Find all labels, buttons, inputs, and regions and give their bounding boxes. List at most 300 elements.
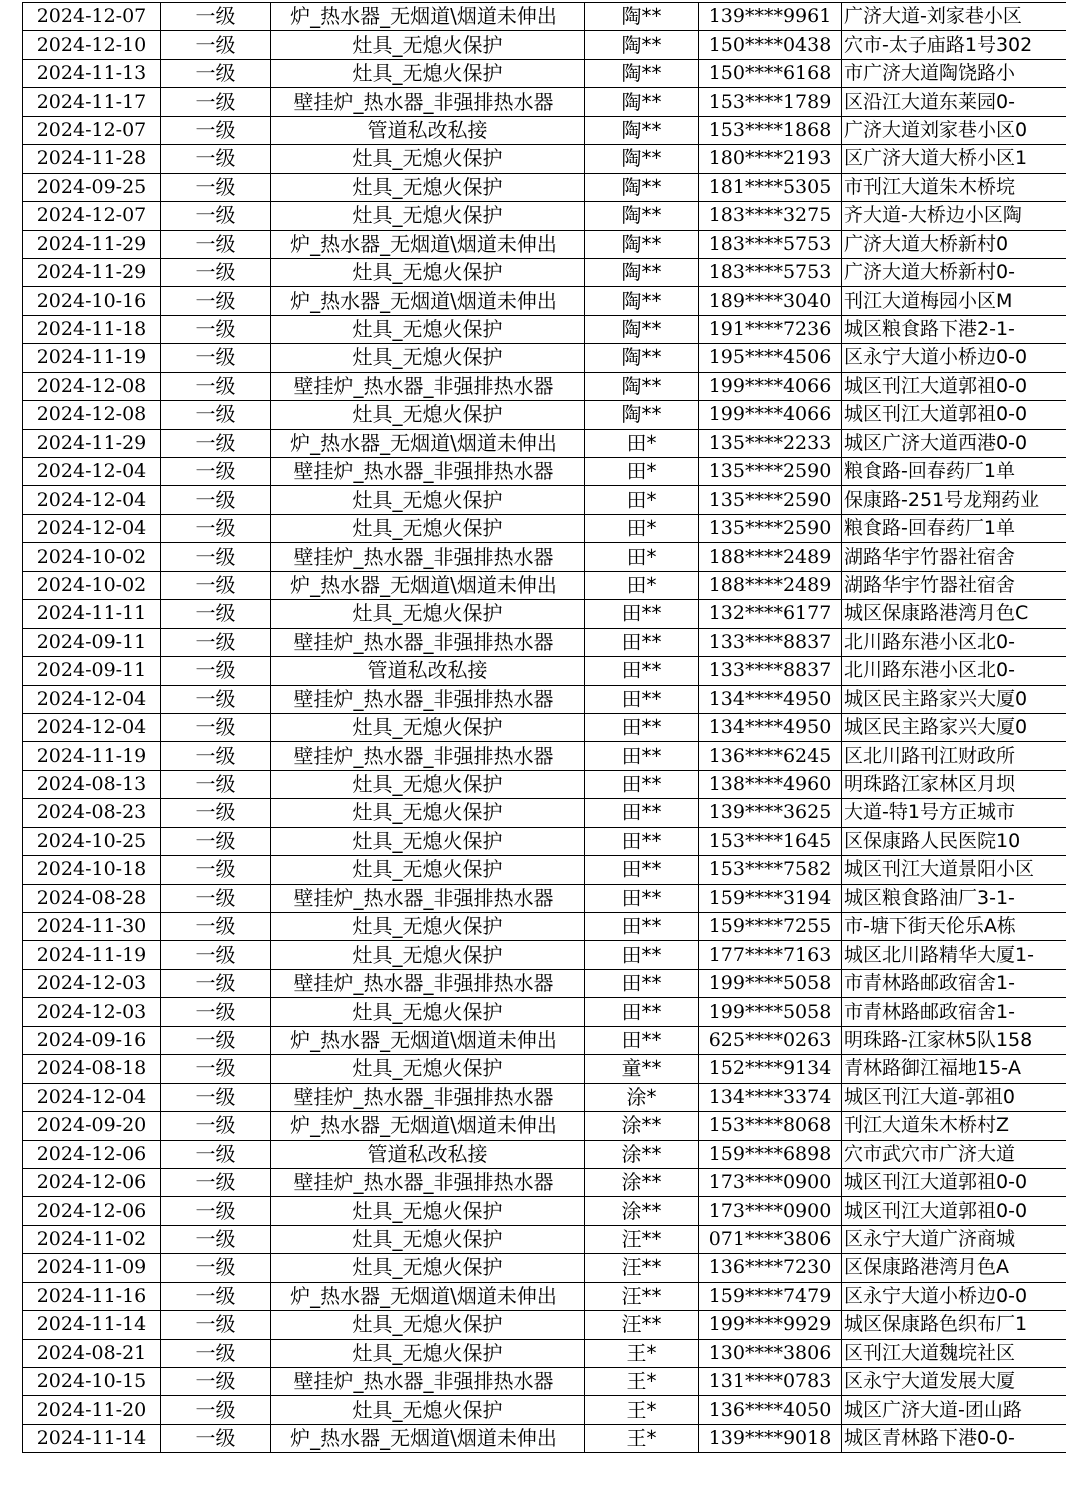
table-row (23, 571, 1067, 599)
hazard-type-text: 灶具_无熄火保护 (352, 174, 503, 199)
phone-cell: 134****4950 (699, 685, 842, 713)
name-cell: 陶** (585, 230, 699, 258)
name-cell: 汪** (585, 1254, 699, 1282)
level-cell: 一级 (161, 1055, 271, 1083)
name-cell: 汪** (585, 1282, 699, 1310)
hazard-type-cell (271, 116, 585, 144)
phone-cell: 159****6898 (699, 1140, 842, 1168)
hazard-type-cell (271, 59, 585, 87)
date-cell: 2024-11-30 (23, 913, 161, 941)
level-cell: 一级 (161, 799, 271, 827)
hazard-type-cell (271, 770, 585, 798)
name-cell: 田* (585, 543, 699, 571)
level-cell: 一级 (161, 713, 271, 741)
address-cell: 市青林路邮政宿舍1- (842, 969, 1067, 997)
name-cell: 陶** (585, 31, 699, 59)
hazard-type-cell (271, 969, 585, 997)
table-row (23, 1311, 1067, 1339)
address-cell: 粮食路-回春药厂1单 (842, 458, 1067, 486)
hazard-type-text: 灶具_无熄火保护 (352, 1255, 503, 1280)
name-cell: 陶** (585, 287, 699, 315)
date-cell: 2024-11-18 (23, 315, 161, 343)
date-cell: 2024-12-04 (23, 514, 161, 542)
phone-cell: 191****7236 (699, 315, 842, 343)
name-cell: 田** (585, 628, 699, 656)
hazard-type-cell (271, 1282, 585, 1310)
date-cell: 2024-09-20 (23, 1112, 161, 1140)
hazard-type-cell (271, 1197, 585, 1225)
level-cell: 一级 (161, 1424, 271, 1452)
level-cell: 一级 (161, 486, 271, 514)
hazard-type-cell (271, 1424, 585, 1452)
name-cell: 陶** (585, 88, 699, 116)
hazard-type-cell (271, 230, 585, 258)
name-cell: 田** (585, 969, 699, 997)
date-cell: 2024-11-16 (23, 1282, 161, 1310)
address-cell: 城区广济大道-团山路 (842, 1396, 1067, 1424)
hazard-type-cell (271, 202, 585, 230)
hazard-type-text: 炉_热水器_无烟道\烟道未伸出 (290, 1027, 557, 1052)
hazard-type-text: 管道私改私接 (367, 117, 488, 142)
phone-cell: 150****6168 (699, 59, 842, 87)
phone-cell: 134****3374 (699, 1083, 842, 1111)
table-row (23, 941, 1067, 969)
phone-cell: 177****7163 (699, 941, 842, 969)
hazard-type-text: 灶具_无熄火保护 (352, 828, 503, 853)
table-row (23, 458, 1067, 486)
address-cell: 城区青林路下港0-0- (842, 1424, 1067, 1452)
address-cell: 城区粮食路下港2-1- (842, 315, 1067, 343)
table-row (23, 657, 1067, 685)
hazard-type-cell (271, 1254, 585, 1282)
hazard-type-cell (271, 827, 585, 855)
hazard-type-text: 壁挂炉_热水器_非强排热水器 (293, 971, 554, 996)
name-cell: 田** (585, 742, 699, 770)
date-cell: 2024-11-14 (23, 1311, 161, 1339)
hazard-type-text: 壁挂炉_热水器_非强排热水器 (293, 686, 554, 711)
hazard-type-cell (271, 1339, 585, 1367)
date-cell: 2024-12-07 (23, 3, 161, 31)
phone-cell: 136****7230 (699, 1254, 842, 1282)
name-cell: 陶** (585, 258, 699, 286)
name-cell: 田** (585, 913, 699, 941)
hazard-type-text: 管道私改私接 (367, 658, 488, 683)
name-cell: 陶** (585, 202, 699, 230)
hazard-type-cell (271, 713, 585, 741)
hazard-type-text: 灶具_无熄火保护 (352, 942, 503, 967)
phone-cell: 139****9018 (699, 1424, 842, 1452)
level-cell: 一级 (161, 230, 271, 258)
hazard-type-text: 炉_热水器_无烟道\烟道未伸出 (290, 288, 557, 313)
address-cell: 北川路东港小区北0- (842, 628, 1067, 656)
name-cell: 涂** (585, 1197, 699, 1225)
phone-cell: 135****2590 (699, 486, 842, 514)
hazard-type-cell (271, 372, 585, 400)
hazard-type-cell (271, 856, 585, 884)
address-cell: 城区刊江大道-郭祖0 (842, 1083, 1067, 1111)
table-row (23, 1424, 1067, 1452)
hazard-type-cell (271, 1396, 585, 1424)
phone-cell: 131****0783 (699, 1368, 842, 1396)
hazard-type-text: 壁挂炉_热水器_非强排热水器 (293, 1084, 554, 1109)
table-row (23, 1282, 1067, 1310)
name-cell: 田** (585, 1026, 699, 1054)
hazard-type-cell (271, 1140, 585, 1168)
hazard-type-text: 灶具_无熄火保护 (352, 1340, 503, 1365)
address-cell: 广济大道刘家巷小区0 (842, 116, 1067, 144)
hazard-type-text: 壁挂炉_热水器_非强排热水器 (293, 89, 554, 114)
phone-cell: 136****6245 (699, 742, 842, 770)
address-cell: 城区刊江大道郭祖0-0 (842, 372, 1067, 400)
hazard-type-cell (271, 287, 585, 315)
date-cell: 2024-08-21 (23, 1339, 161, 1367)
hazard-type-cell (271, 88, 585, 116)
date-cell: 2024-12-04 (23, 486, 161, 514)
name-cell: 田** (585, 685, 699, 713)
table-row (23, 628, 1067, 656)
name-cell: 田** (585, 799, 699, 827)
name-cell: 田** (585, 657, 699, 685)
phone-cell: 181****5305 (699, 173, 842, 201)
address-cell: 保康路-251号龙翔药业 (842, 486, 1067, 514)
table-row (23, 31, 1067, 59)
address-cell: 北川路东港小区北0- (842, 657, 1067, 685)
hazard-type-text: 灶具_无熄火保护 (352, 1227, 503, 1252)
level-cell: 一级 (161, 941, 271, 969)
table-row (23, 685, 1067, 713)
date-cell: 2024-12-08 (23, 401, 161, 429)
hazard-type-text: 灶具_无熄火保护 (352, 1312, 503, 1337)
level-cell: 一级 (161, 258, 271, 286)
name-cell: 田** (585, 713, 699, 741)
date-cell: 2024-08-28 (23, 884, 161, 912)
hazard-type-text: 壁挂炉_热水器_非强排热水器 (293, 1170, 554, 1195)
name-cell: 涂* (585, 1083, 699, 1111)
date-cell: 2024-12-04 (23, 1083, 161, 1111)
name-cell: 田** (585, 941, 699, 969)
hazard-type-text: 壁挂炉_热水器_非强排热水器 (293, 743, 554, 768)
records-body (23, 3, 1067, 1453)
date-cell: 2024-10-02 (23, 571, 161, 599)
level-cell: 一级 (161, 1339, 271, 1367)
level-cell: 一级 (161, 401, 271, 429)
hazard-type-text: 炉_热水器_无烟道\烟道未伸出 (290, 572, 557, 597)
hazard-type-cell (271, 1225, 585, 1253)
hazard-type-text: 灶具_无熄火保护 (352, 715, 503, 740)
phone-cell: 153****8068 (699, 1112, 842, 1140)
level-cell: 一级 (161, 1396, 271, 1424)
name-cell: 涂** (585, 1112, 699, 1140)
date-cell: 2024-11-29 (23, 258, 161, 286)
level-cell: 一级 (161, 1282, 271, 1310)
address-cell: 区沿江大道东莱园0- (842, 88, 1067, 116)
phone-cell: 135****2590 (699, 514, 842, 542)
table-row (23, 742, 1067, 770)
phone-cell: 159****7479 (699, 1282, 842, 1310)
phone-cell: 183****5753 (699, 230, 842, 258)
hazard-type-text: 灶具_无熄火保护 (352, 1397, 503, 1422)
name-cell: 童** (585, 1055, 699, 1083)
phone-cell: 135****2590 (699, 458, 842, 486)
address-cell: 刊江大道朱木桥村Z (842, 1112, 1067, 1140)
name-cell: 陶** (585, 372, 699, 400)
level-cell: 一级 (161, 458, 271, 486)
name-cell: 王* (585, 1339, 699, 1367)
address-cell: 明珠路-江家林5队158 (842, 1026, 1067, 1054)
phone-cell: 173****0900 (699, 1168, 842, 1196)
hazard-type-cell (271, 913, 585, 941)
hazard-type-cell (271, 941, 585, 969)
phone-cell: 188****2489 (699, 543, 842, 571)
phone-cell: 135****2233 (699, 429, 842, 457)
phone-cell: 139****9961 (699, 3, 842, 31)
date-cell: 2024-11-29 (23, 230, 161, 258)
hazard-type-cell (271, 315, 585, 343)
hazard-type-text: 灶具_无熄火保护 (352, 61, 503, 86)
date-cell: 2024-12-07 (23, 202, 161, 230)
phone-cell: 199****9929 (699, 1311, 842, 1339)
date-cell: 2024-09-16 (23, 1026, 161, 1054)
phone-cell: 136****4050 (699, 1396, 842, 1424)
hazard-type-text: 灶具_无熄火保护 (352, 487, 503, 512)
table-row (23, 116, 1067, 144)
hazard-type-cell (271, 1311, 585, 1339)
level-cell: 一级 (161, 1168, 271, 1196)
phone-cell: 183****3275 (699, 202, 842, 230)
date-cell: 2024-12-04 (23, 713, 161, 741)
address-cell: 区永宁大道小桥边0-0 (842, 1282, 1067, 1310)
address-cell: 湖路华宇竹器社宿舍 (842, 543, 1067, 571)
hazard-type-cell (271, 799, 585, 827)
address-cell: 湖路华宇竹器社宿舍 (842, 571, 1067, 599)
address-cell: 城区粮食路油厂3-1- (842, 884, 1067, 912)
table-row (23, 713, 1067, 741)
date-cell: 2024-11-20 (23, 1396, 161, 1424)
table-row (23, 287, 1067, 315)
level-cell: 一级 (161, 913, 271, 941)
date-cell: 2024-12-04 (23, 458, 161, 486)
table-row (23, 3, 1067, 31)
date-cell: 2024-10-18 (23, 856, 161, 884)
address-cell: 区保康路人民医院10 (842, 827, 1067, 855)
address-cell: 城区刊江大道郭祖0-0 (842, 401, 1067, 429)
date-cell: 2024-12-04 (23, 685, 161, 713)
name-cell: 汪** (585, 1311, 699, 1339)
address-cell: 市青林路邮政宿舍1- (842, 998, 1067, 1026)
date-cell: 2024-09-11 (23, 657, 161, 685)
phone-cell: 180****2193 (699, 145, 842, 173)
hazard-type-text: 炉_热水器_无烟道\烟道未伸出 (290, 4, 557, 29)
table-row (23, 969, 1067, 997)
hazard-type-cell (271, 31, 585, 59)
hazard-type-cell (271, 998, 585, 1026)
address-cell: 区保康路港湾月色A (842, 1254, 1067, 1282)
date-cell: 2024-12-06 (23, 1197, 161, 1225)
address-cell: 城区民主路家兴大厦0 (842, 713, 1067, 741)
hazard-type-text: 炉_热水器_无烟道\烟道未伸出 (290, 430, 557, 455)
address-cell: 齐大道-大桥边小区陶 (842, 202, 1067, 230)
phone-cell: 188****2489 (699, 571, 842, 599)
level-cell: 一级 (161, 827, 271, 855)
hazard-type-text: 灶具_无熄火保护 (352, 857, 503, 882)
table-row (23, 600, 1067, 628)
hazard-type-text: 灶具_无熄火保护 (352, 146, 503, 171)
hazard-type-cell (271, 3, 585, 31)
hazard-type-cell (271, 344, 585, 372)
hazard-type-text: 灶具_无熄火保护 (352, 317, 503, 342)
hazard-type-cell (271, 173, 585, 201)
level-cell: 一级 (161, 1026, 271, 1054)
hazard-type-text: 壁挂炉_热水器_非强排热水器 (293, 459, 554, 484)
address-cell: 区北川路刊江财政所 (842, 742, 1067, 770)
address-cell: 区永宁大道发展大厦 (842, 1368, 1067, 1396)
hazard-type-text: 灶具_无熄火保护 (352, 203, 503, 228)
hazard-type-text: 炉_热水器_无烟道\烟道未伸出 (290, 231, 557, 256)
table-row (23, 1112, 1067, 1140)
hazard-type-cell (271, 458, 585, 486)
address-cell: 区永宁大道广济商城 (842, 1225, 1067, 1253)
level-cell: 一级 (161, 770, 271, 798)
phone-cell: 153****7582 (699, 856, 842, 884)
phone-cell: 130****3806 (699, 1339, 842, 1367)
level-cell: 一级 (161, 202, 271, 230)
phone-cell: 199****5058 (699, 998, 842, 1026)
date-cell: 2024-08-18 (23, 1055, 161, 1083)
address-cell: 市广济大道陶饶路小 (842, 59, 1067, 87)
table-row (23, 1197, 1067, 1225)
hazard-type-text: 炉_热水器_无烟道\烟道未伸出 (290, 1426, 557, 1451)
date-cell: 2024-08-23 (23, 799, 161, 827)
name-cell: 涂** (585, 1168, 699, 1196)
name-cell: 田* (585, 514, 699, 542)
hazard-type-cell (271, 1055, 585, 1083)
phone-cell: 189****3040 (699, 287, 842, 315)
table-row (23, 59, 1067, 87)
hazard-type-cell (271, 1168, 585, 1196)
table-row (23, 401, 1067, 429)
address-cell: 广济大道大桥新村0- (842, 258, 1067, 286)
hazard-type-cell (271, 258, 585, 286)
level-cell: 一级 (161, 145, 271, 173)
table-row (23, 884, 1067, 912)
phone-cell: 625****0263 (699, 1026, 842, 1054)
address-cell: 大道-特1号方正城市 (842, 799, 1067, 827)
hazard-type-cell (271, 600, 585, 628)
address-cell: 城区刊江大道景阳小区 (842, 856, 1067, 884)
name-cell: 田** (585, 600, 699, 628)
table-row (23, 1055, 1067, 1083)
table-row (23, 1083, 1067, 1111)
hazard-type-cell (271, 486, 585, 514)
hazard-type-cell (271, 685, 585, 713)
phone-cell: 132****6177 (699, 600, 842, 628)
level-cell: 一级 (161, 429, 271, 457)
phone-cell: 139****3625 (699, 799, 842, 827)
phone-cell: 152****9134 (699, 1055, 842, 1083)
address-cell: 粮食路-回春药厂1单 (842, 514, 1067, 542)
name-cell: 汪** (585, 1225, 699, 1253)
level-cell: 一级 (161, 1225, 271, 1253)
hazard-type-cell (271, 1368, 585, 1396)
date-cell: 2024-12-10 (23, 31, 161, 59)
date-cell: 2024-11-29 (23, 429, 161, 457)
phone-cell: 133****8837 (699, 628, 842, 656)
name-cell: 陶** (585, 173, 699, 201)
hazard-type-text: 灶具_无熄火保护 (352, 32, 503, 57)
address-cell: 城区北川路精华大厦1- (842, 941, 1067, 969)
level-cell: 一级 (161, 628, 271, 656)
date-cell: 2024-11-19 (23, 941, 161, 969)
name-cell: 田** (585, 770, 699, 798)
address-cell: 青林路御江福地15-A (842, 1055, 1067, 1083)
name-cell: 田* (585, 571, 699, 599)
name-cell: 陶** (585, 344, 699, 372)
hazard-type-text: 灶具_无熄火保护 (352, 260, 503, 285)
hazard-type-cell (271, 628, 585, 656)
table-row (23, 258, 1067, 286)
name-cell: 王* (585, 1368, 699, 1396)
hazard-type-cell (271, 1083, 585, 1111)
table-row (23, 913, 1067, 941)
phone-cell: 199****5058 (699, 969, 842, 997)
level-cell: 一级 (161, 372, 271, 400)
level-cell: 一级 (161, 287, 271, 315)
hazard-type-text: 管道私改私接 (367, 1141, 488, 1166)
level-cell: 一级 (161, 514, 271, 542)
date-cell: 2024-11-09 (23, 1254, 161, 1282)
level-cell: 一级 (161, 1311, 271, 1339)
level-cell: 一级 (161, 116, 271, 144)
level-cell: 一级 (161, 600, 271, 628)
level-cell: 一级 (161, 969, 271, 997)
date-cell: 2024-09-11 (23, 628, 161, 656)
hazard-type-cell (271, 145, 585, 173)
hazard-type-text: 灶具_无熄火保护 (352, 1198, 503, 1223)
table-row (23, 827, 1067, 855)
date-cell: 2024-10-02 (23, 543, 161, 571)
address-cell: 明珠路江家林区月坝 (842, 770, 1067, 798)
level-cell: 一级 (161, 1197, 271, 1225)
table-row (23, 1026, 1067, 1054)
level-cell: 一级 (161, 998, 271, 1026)
level-cell: 一级 (161, 1254, 271, 1282)
name-cell: 陶** (585, 116, 699, 144)
name-cell: 陶** (585, 315, 699, 343)
table-row (23, 1368, 1067, 1396)
phone-cell: 133****8837 (699, 657, 842, 685)
hazard-type-text: 壁挂炉_热水器_非强排热水器 (293, 544, 554, 569)
date-cell: 2024-08-13 (23, 770, 161, 798)
phone-cell: 138****4960 (699, 770, 842, 798)
table-row (23, 230, 1067, 258)
address-cell: 城区保康路港湾月色C (842, 600, 1067, 628)
level-cell: 一级 (161, 742, 271, 770)
table-row (23, 344, 1067, 372)
table-row (23, 1396, 1067, 1424)
phone-cell: 183****5753 (699, 258, 842, 286)
level-cell: 一级 (161, 543, 271, 571)
phone-cell: 153****1789 (699, 88, 842, 116)
level-cell: 一级 (161, 3, 271, 31)
hazard-type-cell (271, 571, 585, 599)
table-row (23, 429, 1067, 457)
level-cell: 一级 (161, 344, 271, 372)
address-cell: 城区刊江大道郭祖0-0 (842, 1168, 1067, 1196)
hazard-type-cell (271, 543, 585, 571)
table-row (23, 770, 1067, 798)
date-cell: 2024-11-19 (23, 742, 161, 770)
hazard-type-text: 炉_热水器_无烟道\烟道未伸出 (290, 1113, 557, 1138)
